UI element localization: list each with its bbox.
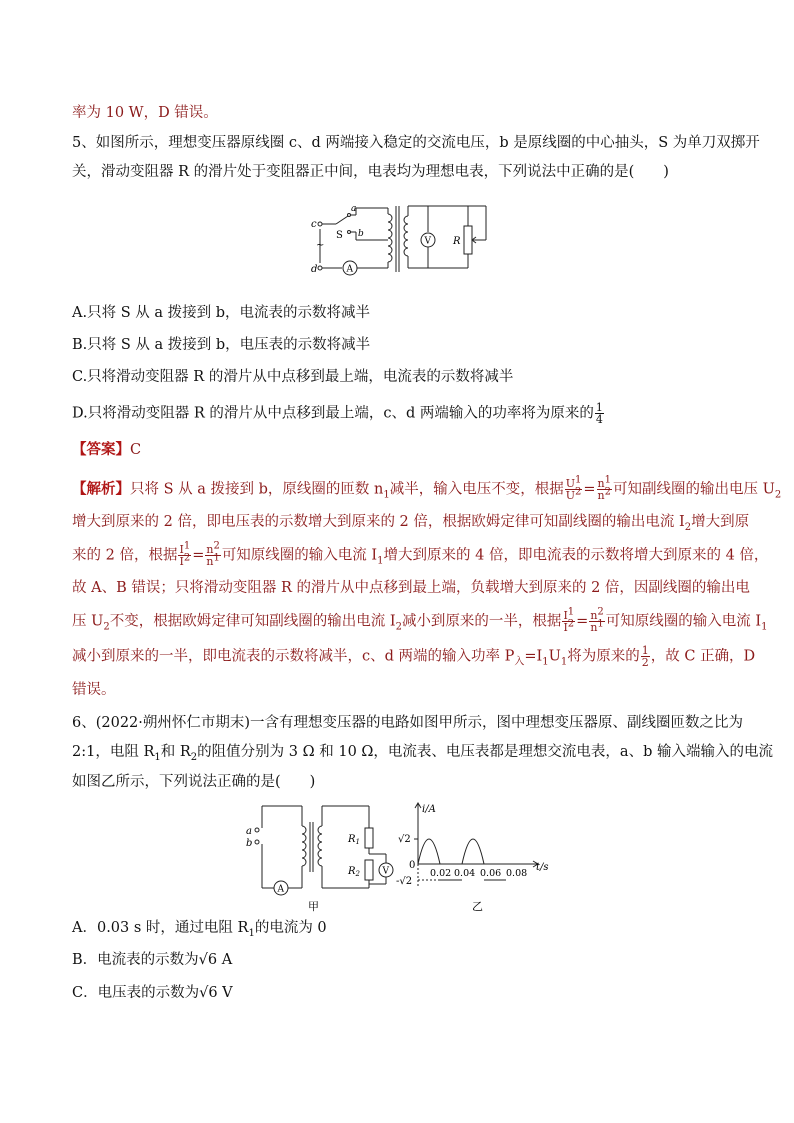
q6-stem-line3: 如图乙所示，下列说法正确的是( ): [72, 774, 316, 790]
q5-label-r: R: [453, 236, 461, 247]
q6-graph-xlabel: t/s: [536, 862, 549, 873]
q6-graph-ylabel: i/A: [422, 804, 436, 815]
q6-stem-line1: 6、(2022·朔州怀仁市期末)一含有理想变压器的电路如图甲所示，图中理想变压器原、副线圈匝数之比为: [72, 715, 744, 731]
q6-option-c: C．电压表的示数为√6 V: [72, 985, 233, 1001]
q6-label-r1: $R_1$: [348, 834, 360, 846]
q6-circuit-jia: [244, 800, 394, 916]
q6-label-a: a: [246, 826, 252, 837]
q6-voltmeter-label: V: [382, 866, 389, 877]
q5-label-d: d: [311, 264, 318, 275]
q5-analysis-line5: 压 $U_2$不变，根据欧姆定律可知副线圈的输出电流 $I_2$减小到原来的一半，根据 $\frac{I^1}{I^2}$ = $\frac{n^2}{n^1}$ 可知原线圈的输入电流 $I_1$: [72, 606, 768, 634]
q5-label-c: c: [311, 219, 317, 230]
q6-option-b: B．电流表的示数为√6 A: [72, 952, 233, 968]
prev-answer-ending: 率为 10 W，D 错误。: [72, 105, 218, 121]
q5-analysis-line1: 【解析】只将 S 从 a 拨接到 b，原线圈的匝数 $n_1$减半，输入电压不变，根据 $\frac{U^1}{U^2}$ = $\frac{n^1}{n^2}$ 可知副线圈的输出电压 $U_2$: [72, 474, 782, 502]
q5-option-d: D.只将滑动变阻器 R 的滑片从中点移到最上端，c、d 两端输入的功率将为原来的 $\frac{1}{4}$: [72, 401, 603, 426]
q5-option-a: A.只将 S 从 a 拨接到 b，电流表的示数将减半: [72, 305, 370, 321]
q5-option-c: C.只将滑动变阻器 R 的滑片从中点移到最上端，电流表的示数将减半: [72, 369, 514, 385]
q5-answer: 【答案】C: [72, 441, 142, 458]
q5-voltmeter-label: V: [424, 236, 431, 247]
q5-label-b: b: [358, 229, 364, 239]
q5-ammeter-label: A: [346, 264, 353, 275]
q5-analysis-line6: 减小到原来的一半，即电流表的示数将减半，c、d 两端的输入功率 $P_入=I_1U_1$将为原来的 $\frac{1}{2}$ ，故 C 正确，D: [72, 644, 756, 669]
q6-graph-tick-3: 0.06: [480, 868, 502, 879]
q6-graph-tick-1: 0.02: [430, 868, 452, 879]
q6-graph-tick-2: 0.04: [454, 868, 476, 879]
q6-label-r2: $R_2$: [348, 866, 360, 878]
q6-option-a: A．0.03 s 时，通过电阻 $R_1$的电流为 0: [72, 920, 327, 939]
q5-analysis-line2: 增大到原来的 2 倍，即电压表的示数增大到原来的 2 倍，根据欧姆定律可知副线圈的输出电流 $I_2$增大到原: [72, 514, 750, 533]
q6-graph-pos-label: √2: [398, 834, 411, 845]
q6-graph-neg-label: -√2: [396, 876, 413, 887]
q5-ac-mark: ~: [316, 240, 325, 251]
q5-circuit-figure: [300, 196, 500, 284]
q6-stem-line2: 2:1，电阻 $R_1$和 $R_2$的阻值分别为 3 Ω 和 10 Ω，电流表、电压表都是理想交流电表，a、b 输入端输入的电流: [72, 744, 773, 763]
q6-current-graph-yi: [396, 800, 556, 916]
q5-label-s: S: [336, 230, 343, 241]
q5-analysis-line7: 错误。: [72, 682, 116, 698]
q6-graph-zero: 0: [409, 860, 416, 871]
q6-label-b: b: [246, 838, 253, 849]
q5-option-b: B.只将 S 从 a 拨接到 b，电压表的示数将减半: [72, 337, 371, 353]
q5-stem-line2: 关，滑动变阻器 R 的滑片处于变阻器正中间，电表均为理想电表，下列说法中正确的是( ): [72, 164, 669, 180]
q6-figure-yi-caption: 乙: [472, 900, 483, 913]
q5-stem-line1: 5、如图所示，理想变压器原线圈 c、d 两端接入稳定的交流电压，b 是原线圈的中心抽头，S 为单刀双掷开: [72, 135, 760, 151]
q6-ammeter-label: A: [277, 884, 284, 895]
q6-figure-jia-caption: 甲: [308, 900, 319, 913]
q5-label-a: a: [351, 204, 357, 214]
q5-analysis-line3: 来的 2 倍，根据 $\frac{I^1}{I^2}$ = $\frac{n^2}{n^1}$ 可知原线圈的输入电流 $I_1$增大到原来的 4 倍，即电流表的示数将增大到原来的 4 倍，: [72, 540, 769, 568]
q6-graph-tick-4: 0.08: [506, 868, 528, 879]
q5-analysis-line4: 故 A、B 错误；只将滑动变阻器 R 的滑片从中点移到最上端，负载增大到原来的 2 倍，因副线圈的输出电: [72, 580, 750, 596]
